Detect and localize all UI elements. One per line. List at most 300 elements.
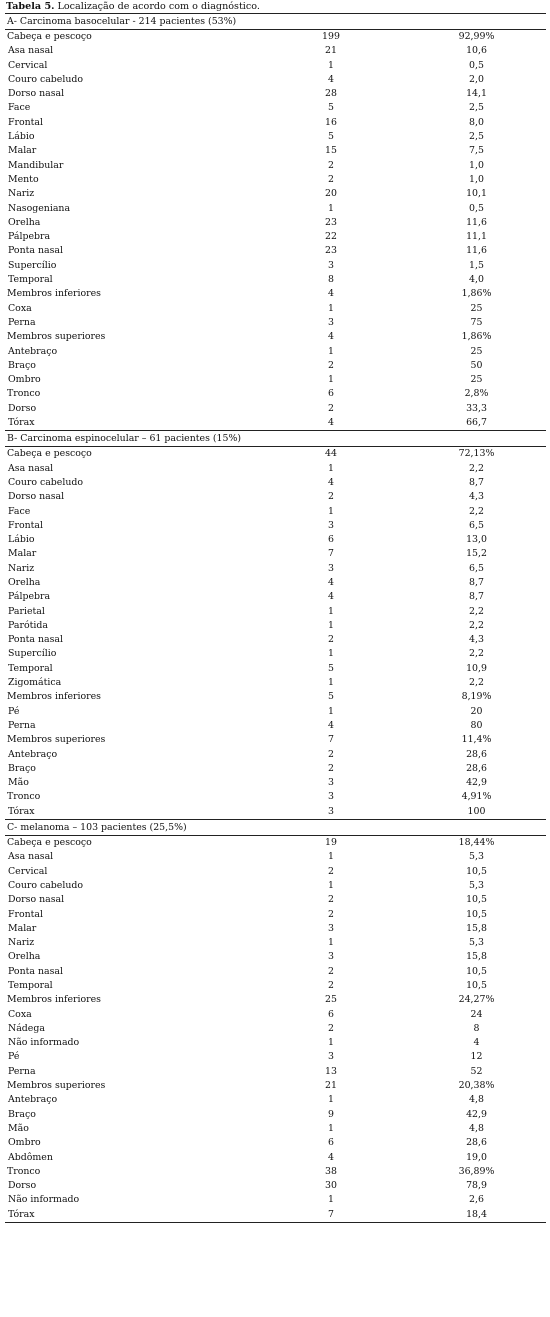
table-row (5, 159, 546, 173)
location-cell: Membros superiores (7, 331, 106, 343)
percent-cell: 2,5 (469, 102, 484, 114)
location-cell: Cervical (8, 865, 48, 877)
count-cell: 1 (328, 605, 334, 617)
count-cell: 19 (325, 837, 337, 849)
percent-cell: 11,1 (466, 231, 487, 243)
count-cell: 1 (328, 1094, 334, 1106)
table-row (5, 316, 546, 330)
table-row (5, 402, 546, 416)
percent-cell: 6,5 (469, 562, 484, 574)
percent-cell: 24,27% (458, 994, 495, 1006)
count-cell: 6 (328, 1137, 334, 1149)
table-row (5, 345, 546, 359)
table-row (5, 230, 546, 244)
location-cell: Coxa (8, 302, 32, 314)
location-cell: Tronco (7, 1165, 41, 1177)
percent-cell: 2,2 (469, 462, 484, 474)
location-cell: Cabeça e pescoço (7, 448, 92, 460)
table-row (5, 187, 546, 201)
table-row (5, 44, 546, 58)
location-cell: Membros inferiores (7, 288, 101, 300)
count-cell: 6 (328, 1008, 334, 1020)
table-row (5, 965, 546, 979)
section-heading: C- melanoma – 103 pacientes (25,5%) (5, 820, 546, 836)
percent-cell: 66,7 (466, 417, 487, 429)
table-row (5, 908, 546, 922)
percent-cell: 0,5 (469, 59, 484, 71)
table-row (5, 259, 546, 273)
count-cell: 1 (328, 374, 334, 386)
percent-cell: 2,2 (469, 605, 484, 617)
count-cell: 3 (328, 777, 334, 789)
count-cell: 1 (328, 677, 334, 689)
table-row (5, 87, 546, 101)
section-header-row (5, 14, 546, 30)
count-cell: 3 (328, 259, 334, 271)
table-group-row (5, 447, 546, 462)
table-row (5, 547, 546, 561)
percent-cell: 2,2 (469, 648, 484, 660)
percent-cell: 10,1 (466, 188, 487, 200)
table-group-row (5, 387, 546, 401)
table-row (5, 850, 546, 864)
percent-cell: 18,4 (466, 1208, 487, 1220)
location-cell: Face (8, 505, 31, 517)
count-cell: 2 (328, 159, 334, 171)
count-cell: 13 (325, 1065, 337, 1077)
count-cell: 23 (325, 245, 337, 257)
location-cell: Temporal (8, 980, 53, 991)
percent-cell: 5,3 (469, 879, 484, 891)
location-cell: Não informado (8, 1037, 80, 1049)
percent-cell: 42,9 (466, 777, 487, 789)
percent-cell: 25 (470, 345, 483, 357)
count-cell: 3 (328, 1051, 334, 1063)
count-cell: 1 (328, 1194, 334, 1206)
percent-cell: 18,44% (458, 837, 495, 849)
count-cell: 6 (328, 534, 334, 546)
location-cell: Dorso nasal (8, 88, 65, 100)
table-row (5, 936, 546, 950)
percent-cell: 1,86% (461, 288, 492, 300)
count-cell: 2 (328, 894, 334, 906)
location-cell: Orelha (8, 216, 41, 228)
percent-cell: 25 (470, 302, 483, 314)
table-row (5, 619, 546, 633)
table-row (5, 1008, 546, 1022)
table-group-row (5, 287, 546, 301)
location-cell: Antebraço (8, 1094, 58, 1106)
percent-cell: 2,2 (469, 619, 484, 631)
table-row (5, 130, 546, 144)
percent-cell: 8,19% (461, 691, 492, 703)
count-cell: 1 (328, 1037, 334, 1049)
percent-cell: 11,4% (461, 734, 492, 746)
location-cell: Temporal (8, 662, 53, 674)
percent-cell: 13,0 (466, 534, 487, 546)
percent-cell: 52 (470, 1065, 483, 1077)
location-cell: Perna (8, 1065, 36, 1077)
location-cell: Nariz (8, 188, 35, 200)
table-row (5, 562, 546, 576)
count-cell: 1 (328, 705, 334, 717)
table-row (5, 173, 546, 187)
table-row (5, 647, 546, 661)
percent-cell: 11,6 (466, 216, 487, 228)
count-cell: 21 (325, 45, 337, 57)
table-row (5, 144, 546, 158)
percent-cell: 78,9 (466, 1180, 487, 1192)
percent-cell: 10,9 (466, 662, 487, 674)
table-row (5, 59, 546, 73)
count-cell: 1 (328, 619, 334, 631)
percent-cell: 11,6 (466, 245, 487, 257)
count-cell: 7 (328, 734, 334, 746)
location-cell: Cabeça e pescoço (7, 31, 92, 42)
location-cell: Malar (8, 548, 37, 560)
count-cell: 3 (328, 519, 334, 531)
percent-cell: 2,2 (469, 505, 484, 517)
count-cell: 2 (328, 980, 334, 991)
table-row (5, 519, 546, 533)
table-row (5, 505, 546, 519)
count-cell: 1 (328, 1122, 334, 1134)
count-cell: 1 (328, 879, 334, 891)
location-cell: Dorso (8, 402, 37, 414)
count-cell: 1 (328, 851, 334, 863)
location-cell: Antebraço (8, 748, 58, 760)
table-row (5, 748, 546, 762)
location-cell: Frontal (8, 519, 44, 531)
percent-cell: 24 (470, 1008, 483, 1020)
table-group-row (5, 790, 546, 804)
location-cell: Perna (8, 316, 36, 328)
table-caption-text: Localização de acordo com o diagnóstico. (54, 1, 260, 12)
location-cell: Pálpebra (8, 591, 51, 603)
percent-cell: 1,86% (461, 331, 492, 343)
count-cell: 2 (328, 402, 334, 414)
location-cell: Frontal (8, 908, 44, 920)
count-cell: 2 (328, 965, 334, 977)
count-cell: 30 (325, 1180, 337, 1192)
count-cell: 2 (328, 173, 334, 185)
location-cell: Braço (8, 762, 36, 774)
location-cell: Ponta nasal (8, 634, 63, 646)
percent-cell: 8,7 (469, 576, 484, 588)
table-row (5, 1151, 546, 1165)
section-heading: B- Carcinoma espinocelular – 61 pacientes (15%) (5, 431, 546, 447)
percent-cell: 2,2 (469, 677, 484, 689)
count-cell: 5 (328, 131, 334, 143)
location-cell: Nádega (8, 1022, 45, 1034)
location-cell: Abdômen (8, 1151, 53, 1163)
table-row (5, 950, 546, 964)
location-cell: Malar (8, 922, 37, 934)
location-cell: Ponta nasal (8, 245, 63, 257)
percent-cell: 4,3 (469, 634, 484, 646)
percent-cell: 12 (470, 1051, 483, 1063)
table-row (5, 202, 546, 216)
percent-cell: 72,13% (458, 448, 495, 460)
percent-cell: 1,5 (469, 259, 484, 271)
count-cell: 1 (328, 648, 334, 660)
table-row (5, 719, 546, 733)
count-cell: 4 (328, 576, 334, 588)
percent-cell: 2,8% (464, 388, 489, 400)
percent-cell: 20 (470, 705, 483, 717)
count-cell: 7 (328, 1208, 334, 1220)
location-cell: Ombro (8, 374, 41, 386)
location-cell: Membros inferiores (7, 691, 101, 703)
count-cell: 3 (328, 562, 334, 574)
count-cell: 3 (328, 805, 334, 817)
table-row (5, 805, 546, 820)
percent-cell: 75 (470, 316, 483, 328)
table-row (5, 865, 546, 879)
location-cell: Ponta nasal (8, 965, 63, 977)
location-cell: Zigomática (8, 677, 62, 689)
table-row (5, 116, 546, 130)
location-table-body (5, 14, 546, 1223)
location-cell: Nasogeniana (8, 202, 71, 214)
location-cell: Couro cabeludo (8, 879, 84, 891)
count-cell: 22 (325, 231, 337, 243)
location-cell: Membros superiores (7, 734, 106, 746)
percent-cell: 5,3 (469, 937, 484, 949)
location-cell: Orelha (8, 576, 41, 588)
percent-cell: 6,5 (469, 519, 484, 531)
table-row (5, 633, 546, 647)
location-cell: Tórax (8, 805, 35, 817)
count-cell: 7 (328, 548, 334, 560)
count-cell: 15 (325, 145, 337, 157)
percent-cell: 10,5 (466, 865, 487, 877)
percent-cell: 19,0 (466, 1151, 487, 1163)
percent-cell: 10,5 (466, 965, 487, 977)
location-cell: Mão (8, 777, 29, 789)
percent-cell: 10,5 (466, 980, 487, 991)
location-cell: Não informado (8, 1194, 80, 1206)
table-row (5, 462, 546, 476)
location-cell: Mento (8, 173, 39, 185)
document (5, 0, 546, 1223)
location-cell: Antebraço (8, 345, 58, 357)
count-cell: 2 (328, 865, 334, 877)
table-row (5, 533, 546, 547)
table-row (5, 1193, 546, 1207)
location-cell: Asa nasal (8, 462, 54, 474)
count-cell: 2 (328, 908, 334, 920)
table-row (5, 490, 546, 504)
location-cell: Tronco (7, 388, 41, 400)
location-cell: Parótida (8, 619, 48, 631)
table-row (5, 762, 546, 776)
percent-cell: 8,7 (469, 591, 484, 603)
location-cell: Nariz (8, 562, 35, 574)
table-row (5, 576, 546, 590)
count-cell: 1 (328, 937, 334, 949)
table-group-row (5, 330, 546, 344)
location-cell: Lábio (8, 131, 35, 143)
table-group-row (5, 690, 546, 704)
table-group-row (5, 1165, 546, 1179)
percent-cell: 2,0 (469, 73, 484, 85)
percent-cell: 4,0 (469, 274, 484, 286)
percent-cell: 15,2 (466, 548, 487, 560)
location-cell: Lábio (8, 534, 35, 546)
percent-cell: 20,38% (458, 1080, 495, 1092)
count-cell: 1 (328, 59, 334, 71)
count-cell: 1 (328, 505, 334, 517)
table-row (5, 1065, 546, 1079)
location-cell: Nariz (8, 937, 35, 949)
percent-cell: 4,91% (461, 791, 492, 803)
percent-cell: 1,0 (469, 173, 484, 185)
table-row (5, 1108, 546, 1122)
table-row (5, 662, 546, 676)
percent-cell: 2,6 (469, 1194, 484, 1206)
count-cell: 3 (328, 922, 334, 934)
table-row (5, 705, 546, 719)
percent-cell: 8 (473, 1022, 480, 1034)
location-cell: Ombro (8, 1137, 41, 1149)
percent-cell: 5,3 (469, 851, 484, 863)
percent-cell: 8,0 (469, 116, 484, 128)
count-cell: 44 (325, 448, 337, 460)
table-row (5, 922, 546, 936)
table-caption (5, 0, 546, 13)
count-cell: 2 (328, 762, 334, 774)
percent-cell: 7,5 (469, 145, 484, 157)
count-cell: 2 (328, 634, 334, 646)
count-cell: 4 (328, 719, 334, 731)
location-cell: Couro cabeludo (8, 476, 84, 488)
location-cell: Supercílio (8, 648, 57, 660)
location-cell: Perna (8, 719, 36, 731)
table-row (5, 101, 546, 115)
location-cell: Mandibular (8, 159, 64, 171)
location-cell: Dorso nasal (8, 491, 65, 503)
table-row (5, 359, 546, 373)
percent-cell: 10,5 (466, 908, 487, 920)
location-cell: Tórax (8, 1208, 35, 1220)
count-cell: 1 (328, 202, 334, 214)
percent-cell: 4 (473, 1037, 480, 1049)
location-cell: Pé (8, 1051, 20, 1063)
table-group-row (5, 1079, 546, 1093)
count-cell: 16 (325, 116, 337, 128)
table-row (5, 1022, 546, 1036)
location-cell: Pálpebra (8, 231, 51, 243)
table-row (5, 1179, 546, 1193)
table-row (5, 73, 546, 87)
count-cell: 1 (328, 302, 334, 314)
count-cell: 23 (325, 216, 337, 228)
table-caption-label: Tabela 5. (6, 1, 55, 12)
table-group-row (5, 836, 546, 851)
count-cell: 1 (328, 462, 334, 474)
percent-cell: 33,3 (466, 402, 487, 414)
table-row (5, 676, 546, 690)
count-cell: 5 (328, 662, 334, 674)
location-cell: Cabeça e pescoço (7, 837, 92, 849)
count-cell: 6 (328, 388, 334, 400)
table-row (5, 979, 546, 993)
table-group-row (5, 733, 546, 747)
count-cell: 4 (328, 476, 334, 488)
percent-cell: 4,8 (469, 1094, 484, 1106)
location-cell: Orelha (8, 951, 41, 963)
count-cell: 5 (328, 102, 334, 114)
location-cell: Frontal (8, 116, 44, 128)
count-cell: 28 (325, 88, 337, 100)
location-cell: Dorso nasal (8, 894, 65, 906)
table-row (5, 302, 546, 316)
location-cell: Asa nasal (8, 851, 54, 863)
location-cell: Parietal (8, 605, 45, 617)
count-cell: 2 (328, 491, 334, 503)
count-cell: 2 (328, 748, 334, 760)
percent-cell: 8,7 (469, 476, 484, 488)
table-row (5, 1050, 546, 1064)
count-cell: 9 (328, 1108, 334, 1120)
count-cell: 21 (325, 1080, 337, 1092)
table-group-row (5, 993, 546, 1007)
table-row (5, 1208, 546, 1223)
percent-cell: 10,6 (466, 45, 487, 57)
location-cell: Membros superiores (7, 1080, 106, 1092)
count-cell: 4 (328, 417, 334, 429)
section-heading: A- Carcinoma basocelular - 214 pacientes (53%) (5, 14, 546, 30)
table-row (5, 476, 546, 490)
location-cell: Braço (8, 1108, 36, 1120)
percent-cell: 25 (470, 374, 483, 386)
percent-cell: 14,1 (466, 88, 487, 100)
table-row (5, 605, 546, 619)
count-cell: 38 (325, 1165, 337, 1177)
percent-cell: 36,89% (458, 1165, 495, 1177)
table-group-row (5, 30, 546, 45)
location-cell: Face (8, 102, 31, 114)
count-cell: 4 (328, 1151, 334, 1163)
percent-cell: 10,5 (466, 894, 487, 906)
percent-cell: 80 (470, 719, 483, 731)
percent-cell: 100 (467, 805, 486, 817)
count-cell: 4 (328, 73, 334, 85)
location-cell: Braço (8, 359, 36, 371)
percent-cell: 50 (470, 359, 483, 371)
location-cell: Cervical (8, 59, 48, 71)
count-cell: 20 (325, 188, 337, 200)
percent-cell: 28,6 (466, 748, 487, 760)
count-cell: 25 (325, 994, 337, 1006)
table-row (5, 416, 546, 431)
table-row (5, 1093, 546, 1107)
table-row (5, 590, 546, 604)
location-cell: Pé (8, 705, 20, 717)
table-row (5, 244, 546, 258)
location-cell: Temporal (8, 274, 53, 286)
location-cell: Tórax (8, 417, 35, 429)
location-cell: Supercílio (8, 259, 57, 271)
percent-cell: 4,3 (469, 491, 484, 503)
count-cell: 2 (328, 1022, 334, 1034)
location-cell: Tronco (7, 791, 41, 803)
location-cell: Membros inferiores (7, 994, 101, 1006)
section-header-row (5, 820, 546, 836)
count-cell: 8 (328, 274, 334, 286)
count-cell: 3 (328, 316, 334, 328)
